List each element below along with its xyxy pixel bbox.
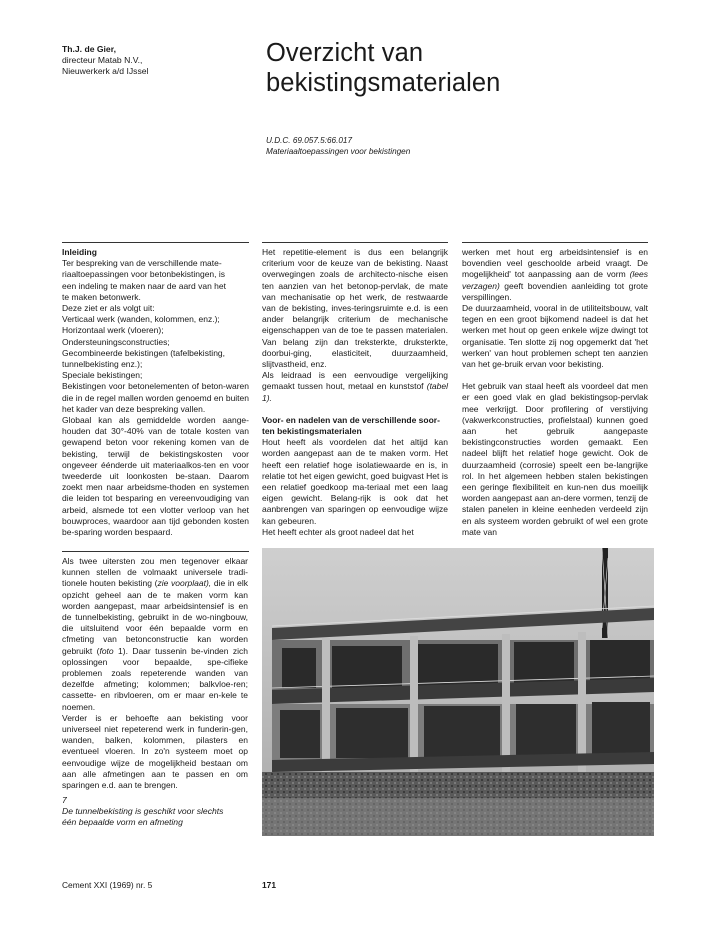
page-number: 171	[262, 880, 276, 890]
list-item: Horizontaal werk (vloeren);	[62, 325, 164, 336]
author-block	[62, 44, 242, 77]
text-line: te maken betonwerk.	[62, 291, 141, 302]
list-item: tunnelbekisting enz.);	[62, 359, 143, 370]
paragraph: Hout heeft als voordelen dat het altijd kan worden aangepast aan de te maken vorm. Het heeft een relatief hoge isolatiewaarde en is, in relatie tot het eigen gewicht, goed buigvast Het is een relatief goedkoop ma-teriaal met een laag eigen gewicht. Belang-rijk is ook dat het aanbrengen van sparingen op eenvoudige wijze kan gebeuren.	[262, 437, 448, 526]
paragraph: Als twee uitersten zou men tegenover elkaar kunnen stellen de volmaakt universele tradi-tionele houten bekisting (zie voorplaat), die in elk opzicht geheel aan de te maken vorm kan worden aangepast, maar arbeidsintensief is en de tunnelbekisting, gebruikt in de wo-ningbouw, die uitsluitend voor één bepaalde vorm en cfmeting van betonconstructie kan worden gebruikt (foto 1). Daar tussenin be-vinden zich oplossingen voor bepaalde, spe-cifieke problemen zoals repeterende wanden van dezelfde afmeting; kolommen; balkvloe-ren; cassette- en ribvloeren, om er maar en-kele te noemen.	[62, 556, 248, 712]
paragraph: Het gebruik van staal heeft als voordeel dat men er een goed vlak en glad bekistingsop-pervlak mee verkrijgt. Door profilering of verstijving (vakwerkconstructies, profielstaal) kunnen goed aan het gebruik aangepaste bekistingconstructies worden gemaakt. Een nadeel blijft het relatief hoge gewicht. Ook de duurzaamheid (corrosie) speelt een be-langrijke rol. In het algemeen hebben stalen bekistingen een geringe flexibiliteit en kun-nen dus moeilijk worden aangepast aan an-dere vormen, tenzij de stalen panelen in kleine eenheden verdeeld zijn en als systeem worden gebruikt of wel een grote mate van	[462, 381, 648, 537]
column-rule-1	[62, 242, 249, 243]
author-affiliation: directeur Matab N.V.,	[62, 55, 143, 65]
column-1-lower	[62, 556, 248, 791]
paragraph: Globaal kan als gemiddelde worden aange-houden dat 30°-40% van de totale kosten van gewapend beton voor rekening komen van de bekisting, terwijl de bekistingskosten voor ongeveer éénderde uit materiaalkos-ten en voor tweederde uit loonkosten be-staan. Daarom zoekt men naar arbeidsme-thoden en systemen die leiden tot besparing en vereenvoudiging van arbeid, alsmede tot een vlotter verloop van het bouwproces, waardoor aan tijd gebonden kosten be-sparing worden bespaard.	[62, 415, 249, 538]
column-rule-2	[262, 242, 448, 243]
paragraph: Bekistingen voor betonelementen of beton-waren die in de regel mallen worden genoemd en buiten het kader van deze bespreking vallen.	[62, 381, 249, 414]
list-item: Verticaal werk (wanden, kolommen, enz.);	[62, 314, 220, 325]
column-rule-1b	[62, 551, 249, 552]
title-line-2: bekistingsmaterialen	[266, 69, 501, 97]
list-item: Gecombineerde bekistingen (tafelbekisting,	[62, 347, 226, 358]
author-location: Nieuwerkerk a/d IJssel	[62, 66, 149, 76]
list-item: Ondersteuningsconstructies;	[62, 336, 170, 347]
title-line-1: Overzicht van	[266, 39, 424, 67]
paragraph: Het repetitie-element is dus een belangrijk criterium voor de keuze van de bekisting. Naast overwegingen zoals de architecto-nische eisen ten aanzien van het betonop-pervlak, de mate van mechanisatie op het werk, de restwaarde van de bekisting, inves-teringsruimte e.d. is een ander belangrijk criterium de mechanische eigenschappen van de toe te passen materialen. Van belang zijn dan treksterkte, druksterkte, doorbui-ging, elasticiteit, duurzaamheid, slijtvastheid, enz.	[262, 247, 448, 370]
figure-caption	[62, 795, 248, 828]
article-title	[266, 38, 686, 98]
column-1	[62, 247, 249, 538]
column-2	[262, 247, 448, 538]
journal-citation: Cement XXI (1969) nr. 5	[62, 880, 153, 890]
text-line: Deze ziet er als volgt uit:	[62, 303, 155, 314]
text-line: een indeling te maken naar de aard van het	[62, 280, 226, 291]
text-line: Ter bespreking van de verschillende mate-	[62, 258, 222, 269]
construction-photo	[262, 548, 654, 836]
section-heading-inleiding: Inleiding	[62, 247, 97, 257]
figure-number: 7	[62, 795, 67, 805]
section-heading-voor-en-nadelen: Voor- en nadelen van de verschillende soor-ten bekistingsmaterialen	[262, 414, 440, 437]
paragraph: Verder is er behoefte aan bekisting voor universeel niet repeterend werk in funderin-gen, wanden, balken, kolommen, pilasters en eventueel vloeren. In zo'n systeem moet op eenvoudige wijze de mogelijkheid bestaan om aan alle afmetingen aan te passen en om sparingen e.d. aan te brengen.	[62, 712, 248, 791]
list-item: Speciale bekistingen;	[62, 370, 143, 381]
paragraph: Als leidraad is een eenvoudige vergelijking gemaakt tussen hout, metaal en kunststof (tabel 1).	[262, 370, 448, 403]
udc-code: U.D.C. 69.057.5:66.017	[266, 136, 353, 145]
paragraph: werken met hout erg arbeidsintensief is en bovendien veel geschoolde arbeid vraagt. De mogelijkheid' tot aanpassing aan de vorm (lees verzagen) geeft bovendien aanleiding tot grote verspillingen.	[462, 247, 648, 302]
text-line: riaaltoepassingen voor betonbekistingen, is	[62, 269, 226, 280]
paragraph: Het heeft echter als groot nadeel dat het	[262, 526, 414, 537]
column-3	[462, 247, 648, 538]
paragraph: De duurzaamheid, vooral in de utiliteitsbouw, valt tegen en een groot bijkomend nadeel is dat het werken met hout op geen enkele wijze dwingt tot organisatie. Ten slotte zij nog opgemerkt dat 'het werken' van hout problemen schept ten aanzien van het ge-bruik ervan voor bekisting.	[462, 303, 648, 370]
udc-subject: Materiaaltoepassingen voor bekistingen	[266, 147, 411, 156]
udc-block	[266, 135, 666, 157]
caption-line: De tunnelbekisting is geschikt voor slechts	[62, 806, 224, 816]
column-rule-3	[462, 242, 648, 243]
author-name: Th.J. de Gier,	[62, 44, 116, 54]
caption-line: één bepaalde vorm en afmeting	[62, 817, 183, 827]
